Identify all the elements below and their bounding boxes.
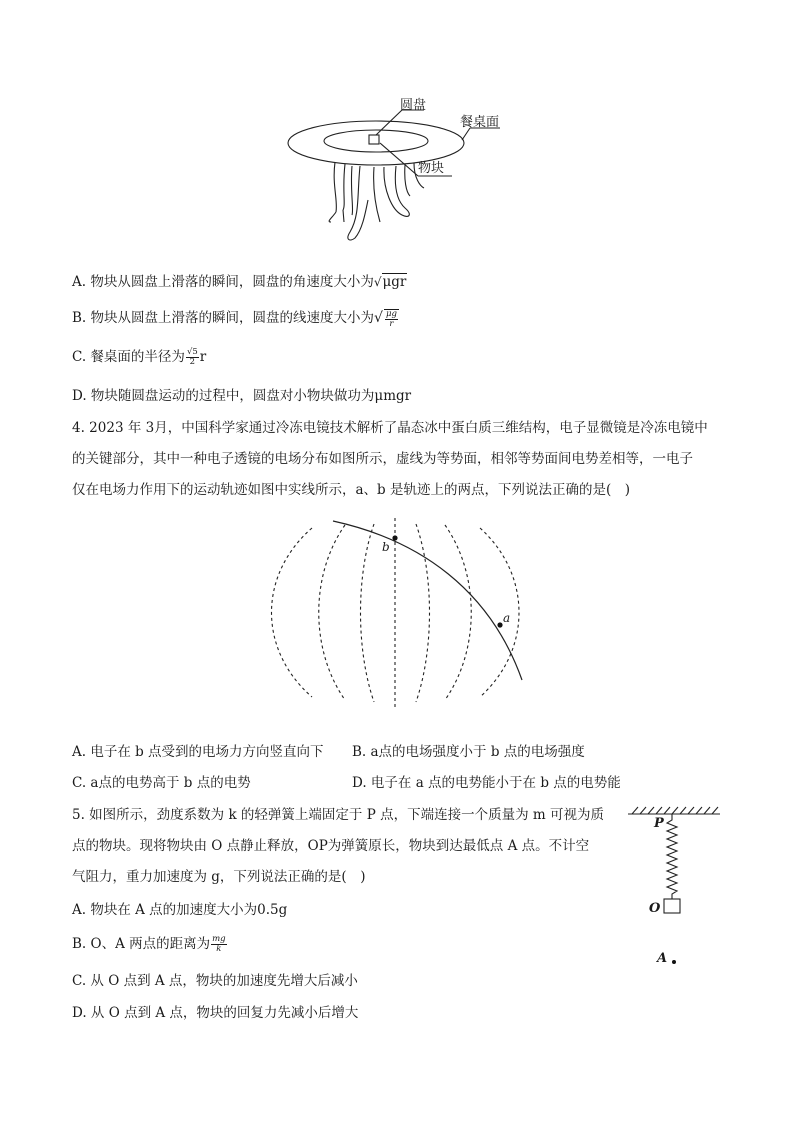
- label-point-b: b: [382, 540, 390, 554]
- point-a-dot: [497, 622, 502, 627]
- q5-option-c: C. 从 O 点到 A 点，物块的加速度先增大后减小: [72, 973, 358, 989]
- label-block: 物块: [418, 161, 445, 176]
- spring-block: [664, 899, 680, 913]
- q5-option-a: A. 物块在 A 点的加速度大小为0.5g: [72, 902, 288, 918]
- spring: [667, 814, 677, 899]
- q3-option-a: A. 物块从圆盘上滑落的瞬间，圆盘的角速度大小为√μgr: [72, 274, 407, 290]
- block-shape: [369, 135, 379, 144]
- figure-rotating-disk: [0, 0, 794, 260]
- q5-option-d: D. 从 O 点到 A 点，物块的回复力先减小后增大: [72, 1005, 359, 1021]
- q4-option-b: B. a点的电场强度小于 b 点的电场强度: [352, 744, 585, 760]
- q4-option-a: A. 电子在 b 点受到的电场力方向竖直向下: [72, 744, 324, 760]
- q3-option-d: D. 物块随圆盘运动的过程中，圆盘对小物块做功为μmgr: [72, 388, 412, 404]
- label-table-top: 餐桌面: [460, 115, 500, 130]
- q4-option-d: D. 电子在 a 点的电势能小于在 b 点的电势能: [352, 775, 621, 791]
- equipotential-right-1: [416, 524, 430, 702]
- label-point-a: a: [503, 611, 511, 625]
- q4-stem-line-2: 的关键部分，其中一种电子透镜的电场分布如图所示，虚线为等势面，相邻等势面间电势差相等，一电子: [72, 451, 693, 467]
- q3-option-c: C. 餐桌面的半径为 $\frac{√5}{2}$ r: [72, 347, 207, 367]
- table-legs: [334, 162, 424, 240]
- label-A: A: [657, 951, 668, 966]
- q5-stem-line-1: 5. 如图所示，劲度系数为 k 的轻弹簧上端固定于 P 点，下端连接一个质量为 m 可视为质: [72, 807, 604, 823]
- point-A-dot: [672, 960, 676, 964]
- label-disk: 圆盘: [400, 98, 427, 113]
- q4-option-c: C. a点的电势高于 b 点的电势: [72, 775, 251, 791]
- electron-trajectory: [333, 521, 522, 680]
- equipotential-left-1: [272, 528, 313, 697]
- equipotential-right-3: [480, 528, 519, 697]
- q5-stem-line-2: 点的物块。现将物块由 O 点静止释放，OP为弹簧原长，物块到达最低点 A 点。不计空: [72, 838, 590, 854]
- label-O: O: [649, 901, 661, 916]
- q5-stem-line-3: 气阻力，重力加速度为 g，下列说法正确的是( ): [72, 869, 366, 885]
- equipotential-left-3: [361, 524, 375, 702]
- q4-stem-line-1: 4. 2023 年 3月，中国科学家通过冷冻电镜技术解析了晶态冰中蛋白质三维结构，电子显微镜是冷冻电镜中: [72, 420, 708, 436]
- ceiling-hatch: [632, 807, 718, 814]
- point-b-dot: [392, 535, 397, 540]
- q5-option-b: B. O、A 两点的距离为 $\frac{mg}{k}$: [72, 934, 226, 954]
- equipotential-left-2: [319, 525, 345, 700]
- q3-option-b: B. 物块从圆盘上滑落的瞬间，圆盘的线速度大小为√ $\frac{\mu g}{r}$: [72, 308, 397, 329]
- q4-stem-line-3: 仅在电场力作用下的运动轨迹如图中实线所示，a、b 是轨迹上的两点，下列说法正确的是( ): [72, 482, 631, 498]
- label-P: P: [654, 816, 664, 831]
- equipotential-right-2: [445, 525, 471, 700]
- disk-ellipse: [324, 130, 428, 152]
